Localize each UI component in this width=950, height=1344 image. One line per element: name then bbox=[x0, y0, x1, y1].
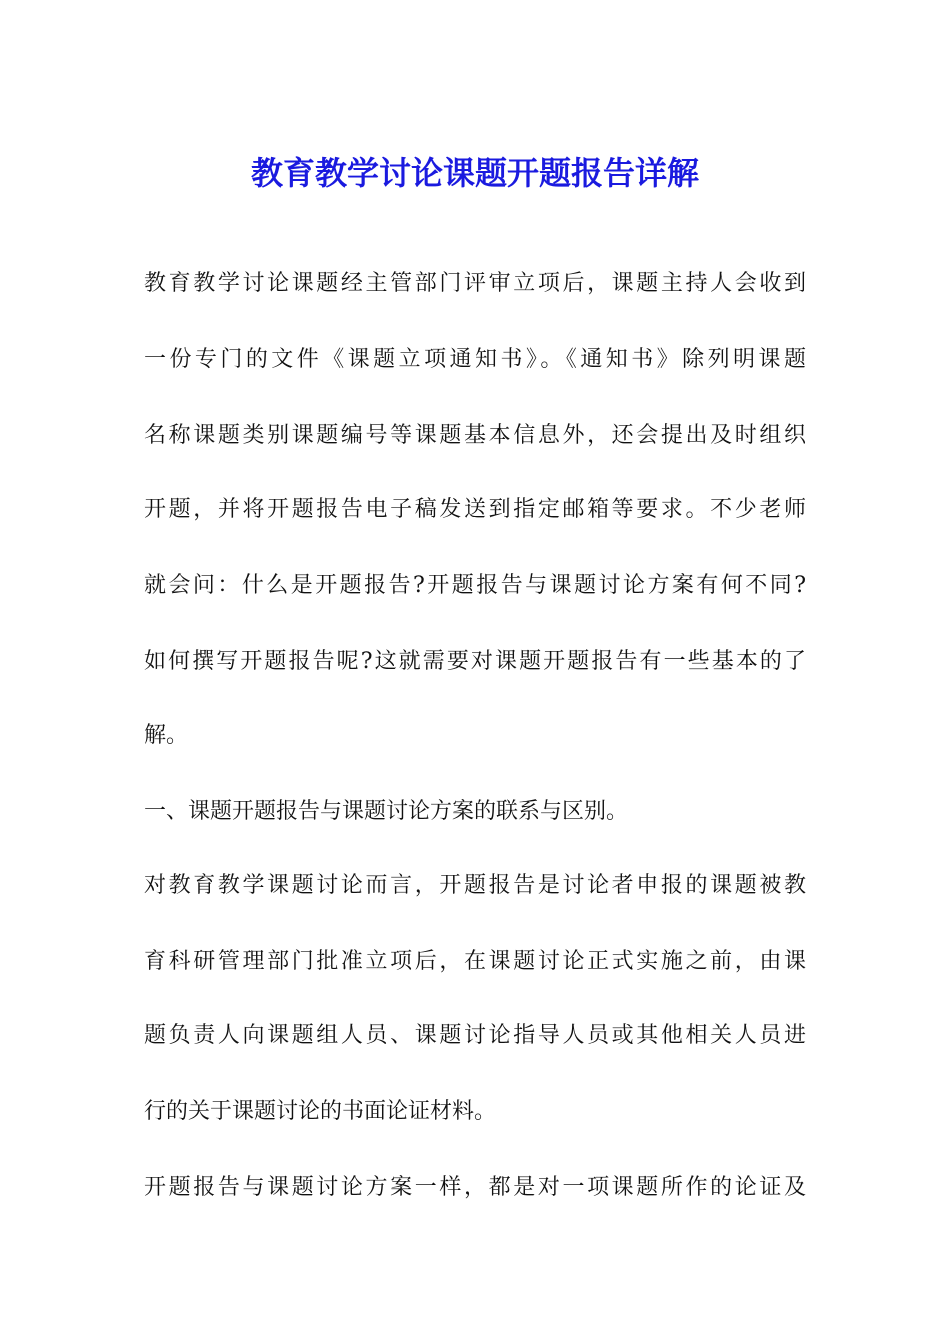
paragraph-line-10: 育科研管理部门批准立项后，在课题讨论正式实施之前，由课 bbox=[144, 949, 806, 974]
paragraph-line-1: 教育教学讨论课题经主管部门评审立项后，课题主持人会收到 bbox=[144, 271, 806, 296]
paragraph-line-13: 开题报告与课题讨论方案一样，都是对一项课题所作的论证及 bbox=[144, 1175, 806, 1200]
document-title: 教育教学讨论课题开题报告详解 bbox=[250, 154, 699, 193]
paragraph-line-9: 对教育教学课题讨论而言，开题报告是讨论者申报的课题被教 bbox=[144, 873, 806, 898]
section-heading: 一、课题开题报告与课题讨论方案的联系与区别。 bbox=[144, 799, 629, 824]
paragraph-line-11: 题负责人向课题组人员、课题讨论指导人员或其他相关人员进 bbox=[144, 1023, 806, 1048]
paragraph-line-7: 解。 bbox=[144, 723, 189, 748]
paragraph-line-2: 一份专门的文件《课题立项通知书》。《通知书》除列明课题 bbox=[144, 347, 806, 372]
paragraph-line-4: 开题，并将开题报告电子稿发送到指定邮箱等要求。不少老师 bbox=[144, 497, 806, 522]
paragraph-line-5: 就会问：什么是开题报告?开题报告与课题讨论方案有何不同? bbox=[144, 573, 806, 598]
paragraph-line-12: 行的关于课题讨论的书面论证材料。 bbox=[144, 1099, 497, 1124]
paragraph-line-3: 名称课题类别课题编号等课题基本信息外，还会提出及时组织 bbox=[144, 423, 806, 448]
paragraph-line-6: 如何撰写开题报告呢?这就需要对课题开题报告有一些基本的了 bbox=[144, 649, 806, 674]
